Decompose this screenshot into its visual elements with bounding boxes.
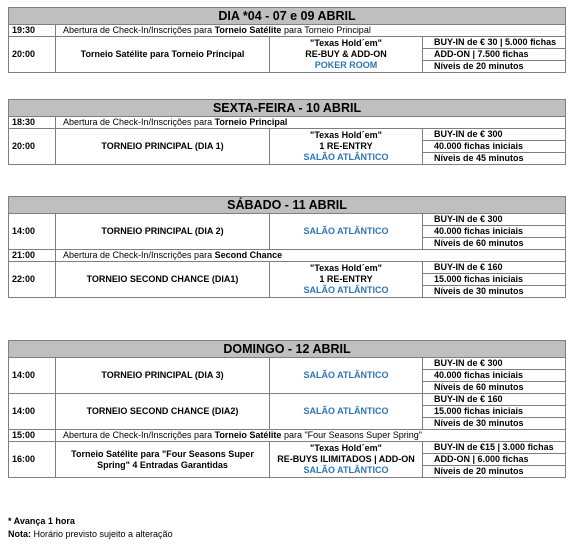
venue-label: SALÃO ATLÂNTICO — [303, 226, 389, 236]
checkin-text: Abertura de Check-In/Inscrições para Torneio Satélite para Torneio Principal — [56, 25, 566, 37]
venue-label: POKER ROOM — [314, 60, 378, 70]
day-block — [8, 340, 566, 478]
game-details — [270, 214, 423, 250]
checkin-row — [9, 430, 566, 442]
time-cell: 20:00 — [9, 37, 56, 73]
checkin-text: Abertura de Check-In/Inscrições para Torneio Satélite para "Four Seasons Super Spring" — [56, 430, 566, 442]
event-name: TORNEIO PRINCIPAL (DIA 3) — [56, 358, 270, 394]
venue-label: SALÃO ATLÂNTICO — [303, 465, 389, 475]
info-cell: Níveis de 20 minutos — [423, 61, 566, 73]
venue-label: SALÃO ATLÂNTICO — [303, 152, 389, 162]
info-cell: Níveis de 30 minutos — [423, 418, 566, 430]
info-cell: BUY-IN de € 300 — [423, 214, 566, 226]
info-cell: Níveis de 20 minutos — [423, 466, 566, 478]
game-line: RE-BUY & ADD-ON — [305, 49, 387, 59]
info-cell: BUY-IN de € 160 — [423, 262, 566, 274]
info-cell: Níveis de 60 minutos — [423, 382, 566, 394]
time-cell: 14:00 — [9, 214, 56, 250]
day-header: SÁBADO - 11 ABRIL — [9, 197, 566, 214]
event-row — [9, 358, 566, 370]
schedule-notes — [8, 516, 173, 539]
event-row — [9, 394, 566, 406]
info-cell: 40.000 fichas iniciais — [423, 370, 566, 382]
info-cell: Níveis de 30 minutos — [423, 286, 566, 298]
time-cell: 22:00 — [9, 262, 56, 298]
info-cell: BUY-IN de € 300 — [423, 129, 566, 141]
day-block — [8, 196, 566, 298]
time-cell: 18:30 — [9, 117, 56, 129]
venue-label: SALÃO ATLÂNTICO — [303, 406, 389, 416]
game-details — [270, 358, 423, 394]
day-block — [8, 7, 566, 73]
info-cell: ADD-ON | 7.500 fichas — [423, 49, 566, 61]
day-header: SEXTA-FEIRA - 10 ABRIL — [9, 100, 566, 117]
event-name: TORNEIO SECOND CHANCE (DIA2) — [56, 394, 270, 430]
info-cell: 15.000 fichas iniciais — [423, 406, 566, 418]
game-line: "Texas Hold´em" — [310, 443, 382, 453]
time-cell: 15:00 — [9, 430, 56, 442]
info-cell: BUY-IN de €15 | 3.000 fichas — [423, 442, 566, 454]
checkin-row — [9, 25, 566, 37]
game-line: 1 RE-ENTRY — [319, 274, 373, 284]
event-row — [9, 129, 566, 141]
game-line: RE-BUYS ILIMITADOS | ADD-ON — [277, 454, 415, 464]
checkin-row — [9, 250, 566, 262]
event-name: TORNEIO SECOND CHANCE (DIA1) — [56, 262, 270, 298]
event-name: TORNEIO PRINCIPAL (DIA 1) — [56, 129, 270, 165]
venue-label: SALÃO ATLÂNTICO — [303, 285, 389, 295]
event-row — [9, 37, 566, 49]
day-header: DOMINGO - 12 ABRIL — [9, 341, 566, 358]
day-header: DIA *04 - 07 e 09 ABRIL — [9, 8, 566, 25]
info-cell: 40.000 fichas iniciais — [423, 141, 566, 153]
event-name: Torneio Satélite para "Four Seasons Super Spring" 4 Entradas Garantidas — [56, 442, 270, 478]
info-cell: ADD-ON | 6.000 fichas — [423, 454, 566, 466]
time-cell: 14:00 — [9, 358, 56, 394]
game-line: "Texas Hold´em" — [310, 38, 382, 48]
time-cell: 14:00 — [9, 394, 56, 430]
game-line: "Texas Hold´em" — [310, 263, 382, 273]
game-details — [270, 262, 423, 298]
time-cell: 20:00 — [9, 129, 56, 165]
game-details — [270, 394, 423, 430]
info-cell: Níveis de 60 minutos — [423, 238, 566, 250]
info-cell: 15.000 fichas iniciais — [423, 274, 566, 286]
info-cell: BUY-IN de € 300 — [423, 358, 566, 370]
info-cell: Níveis de 45 minutos — [423, 153, 566, 165]
disclaimer-note: Nota: Horário previsto sujeito a alteração — [8, 529, 173, 539]
event-name: Torneio Satélite para Torneio Principal — [56, 37, 270, 73]
advance-note: * Avança 1 hora — [8, 516, 75, 526]
info-cell: BUY-IN de € 30 | 5.000 fichas — [423, 37, 566, 49]
game-line: 1 RE-ENTRY — [319, 141, 373, 151]
time-cell: 19:30 — [9, 25, 56, 37]
day-block — [8, 99, 566, 165]
checkin-row — [9, 117, 566, 129]
game-details — [270, 37, 423, 73]
event-name: TORNEIO PRINCIPAL (DIA 2) — [56, 214, 270, 250]
game-details — [270, 442, 423, 478]
game-details — [270, 129, 423, 165]
checkin-text: Abertura de Check-In/Inscrições para Torneio Principal — [56, 117, 566, 129]
time-cell: 21:00 — [9, 250, 56, 262]
event-row — [9, 442, 566, 454]
time-cell: 16:00 — [9, 442, 56, 478]
event-row — [9, 262, 566, 274]
event-row — [9, 214, 566, 226]
checkin-text: Abertura de Check-In/Inscrições para Second Chance — [56, 250, 566, 262]
info-cell: 40.000 fichas iniciais — [423, 226, 566, 238]
venue-label: SALÃO ATLÂNTICO — [303, 370, 389, 380]
game-line: "Texas Hold´em" — [310, 130, 382, 140]
info-cell: BUY-IN de € 160 — [423, 394, 566, 406]
